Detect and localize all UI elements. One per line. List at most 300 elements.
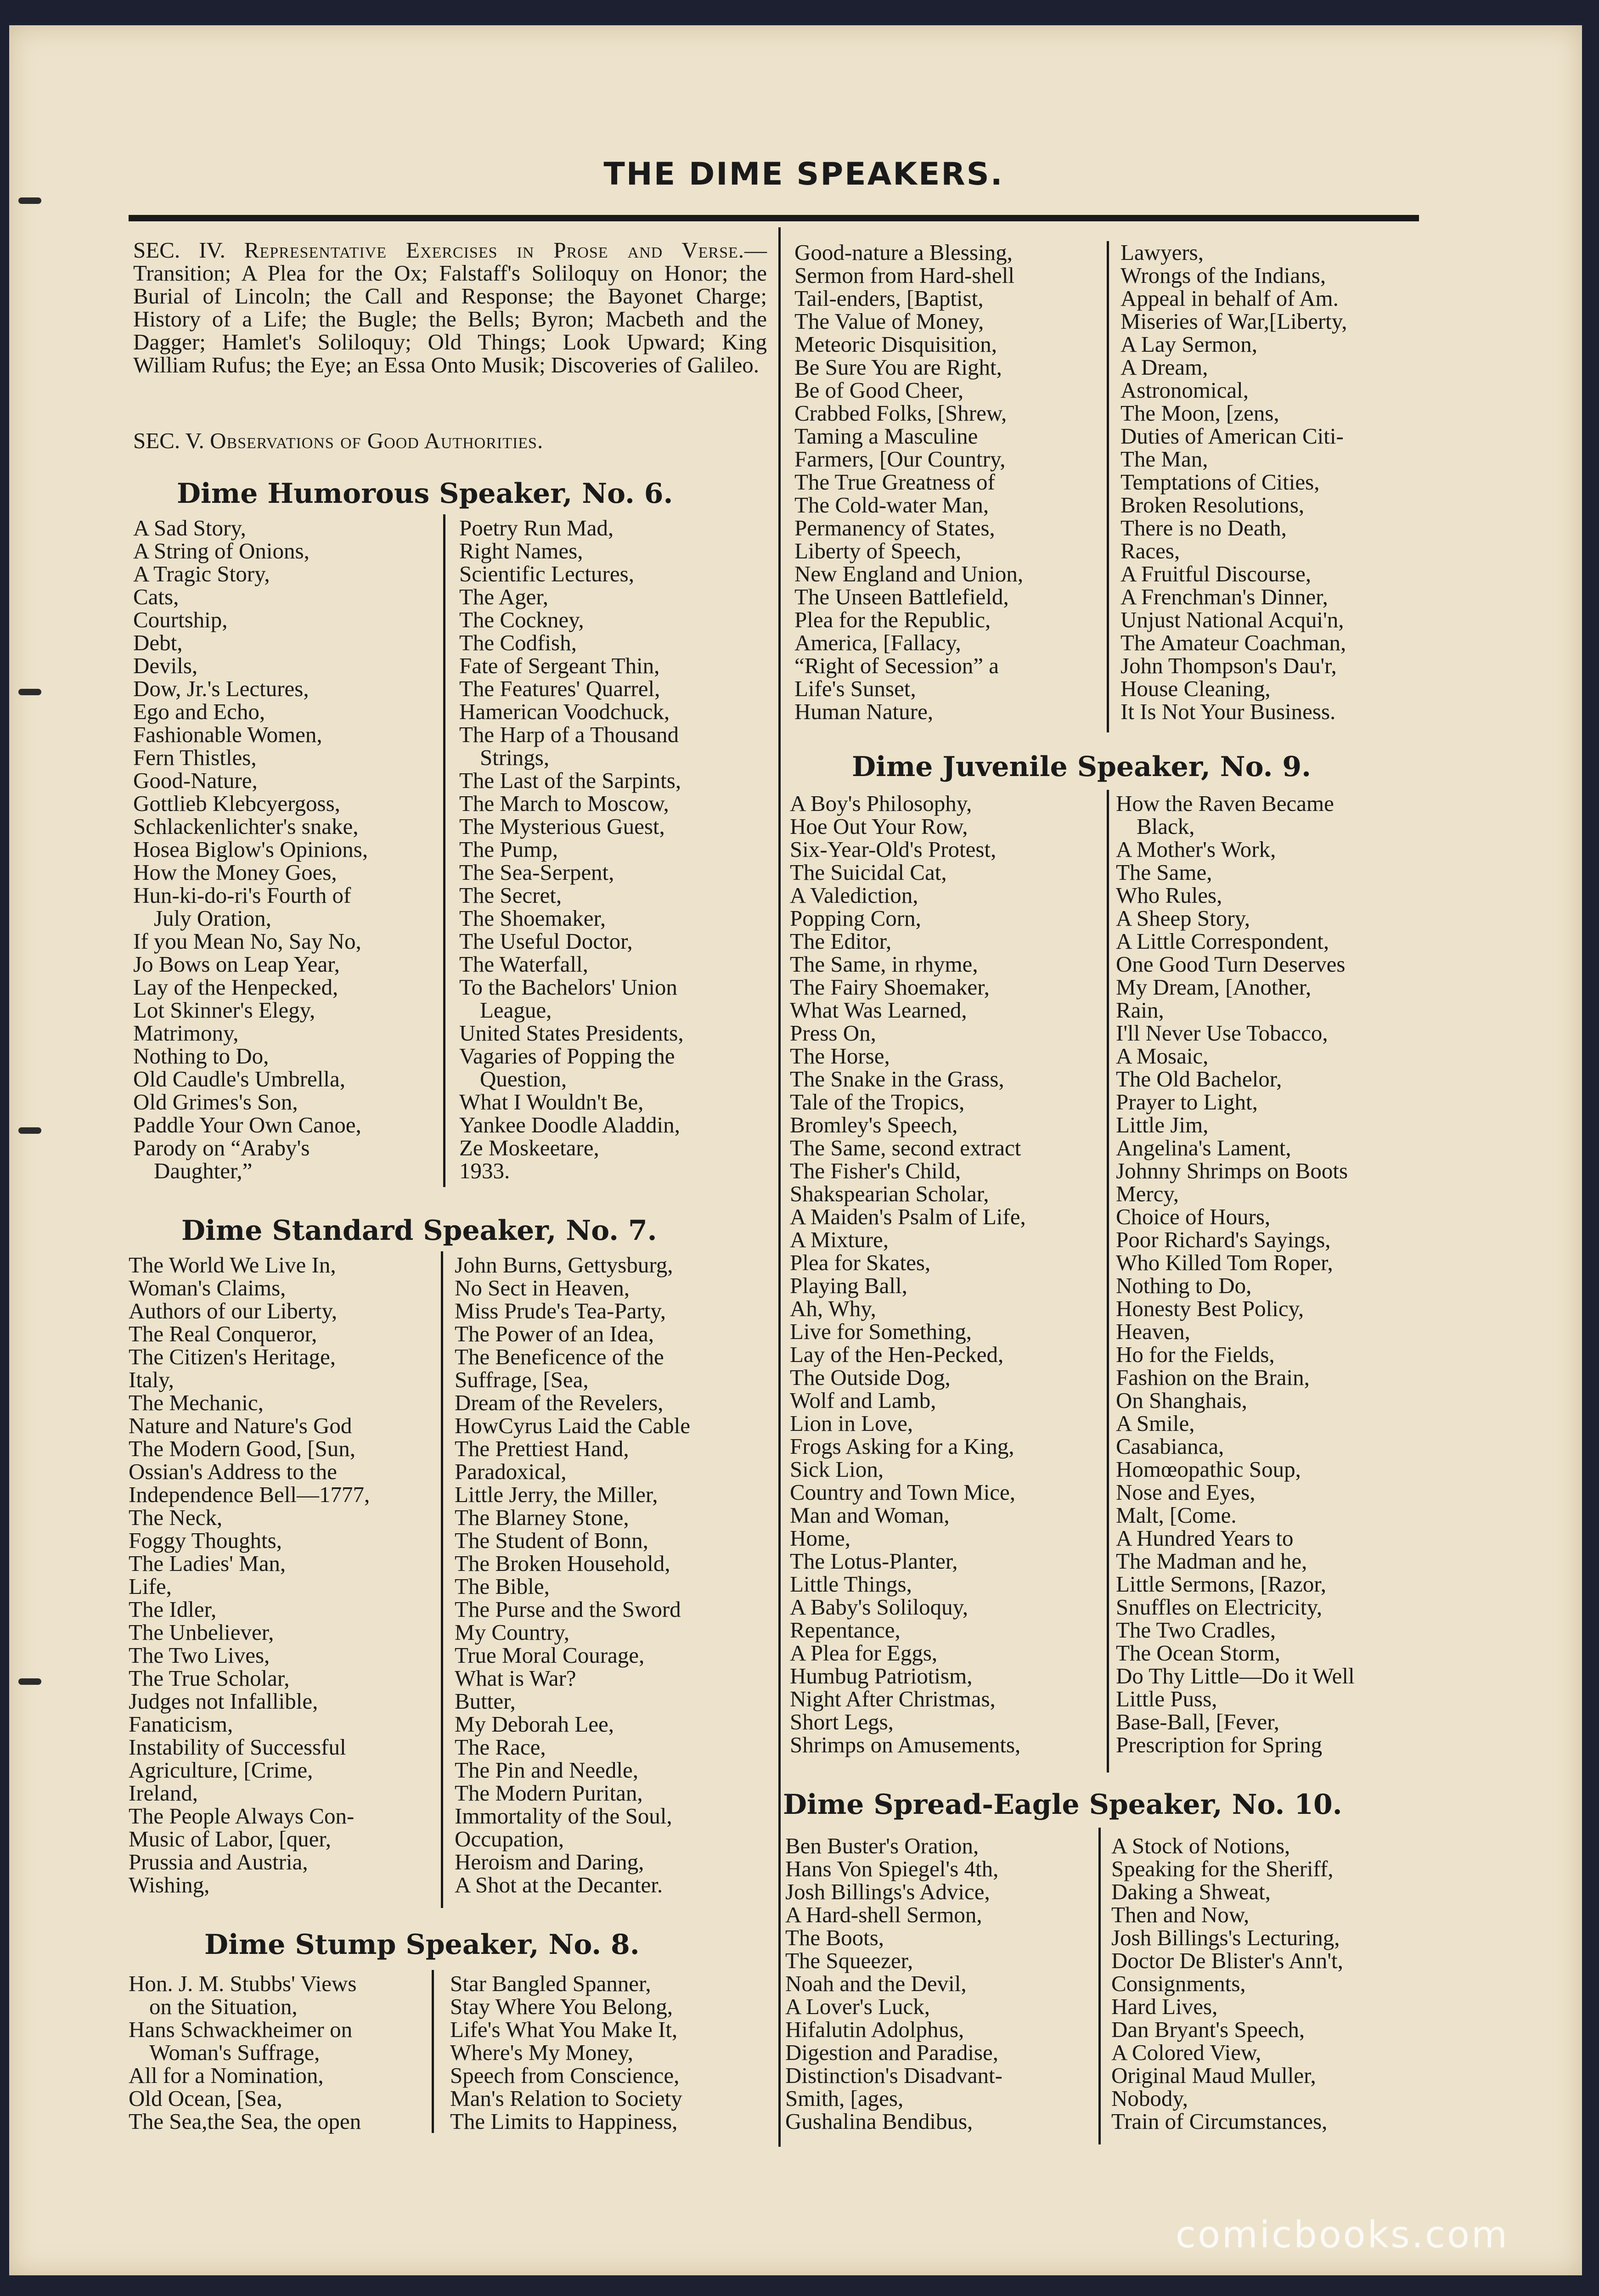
- list-item: My Country,: [455, 1620, 570, 1645]
- list-item: Authors of our Liberty,: [129, 1298, 338, 1323]
- list-item: A Dream,: [1120, 355, 1208, 380]
- list-item: The Same,: [1116, 860, 1212, 885]
- list-item: Jo Bows on Leap Year,: [133, 951, 340, 977]
- list-item: Agriculture, [Crime,: [129, 1757, 313, 1783]
- list-item: A Smile,: [1116, 1411, 1195, 1436]
- list-item: Parody on “Araby's: [133, 1135, 310, 1160]
- list-item: Lot Skinner's Elegy,: [133, 997, 315, 1023]
- list-item: Angelina's Lament,: [1116, 1135, 1291, 1160]
- list-item: Hard Lives,: [1111, 1994, 1218, 2019]
- list-item: Permanency of States,: [794, 515, 995, 540]
- list-item: Question,: [480, 1066, 567, 1092]
- list-item: The Fisher's Child,: [790, 1158, 961, 1183]
- list-item: Humbug Patriotism,: [790, 1663, 973, 1688]
- list-item: A Plea for Eggs,: [790, 1640, 938, 1666]
- column-rule: [1107, 790, 1109, 1773]
- list-item: The Purse and the Sword: [455, 1597, 681, 1622]
- heading-speaker-6: Dime Humorous Speaker, No. 6.: [177, 478, 673, 510]
- list-item: Butter,: [455, 1688, 516, 1714]
- list-item: Temptations of Cities,: [1120, 469, 1320, 495]
- sec5-label: SEC. V.: [133, 428, 204, 453]
- list-item: Old Caudle's Umbrella,: [133, 1066, 345, 1092]
- list-item: Occupation,: [455, 1826, 564, 1851]
- list-item: Independence Bell—1777,: [129, 1482, 370, 1507]
- list-item: Wolf and Lamb,: [790, 1388, 936, 1413]
- list-item: The Bible,: [455, 1574, 550, 1599]
- list-item: Unjust National Acqui'n,: [1120, 607, 1344, 632]
- sec4-label: SEC. IV.: [133, 237, 225, 263]
- list-item: Broken Resolutions,: [1120, 492, 1305, 518]
- list-item: The Same, second extract: [790, 1135, 1021, 1160]
- list-item: Duties of American Citi-: [1120, 423, 1344, 449]
- heading-speaker-10: Dime Spread-Eagle Speaker, No. 10.: [783, 1789, 1342, 1821]
- list-item: No Sect in Heaven,: [455, 1275, 630, 1300]
- list-item: Ossian's Address to the: [129, 1459, 337, 1484]
- list-item: The Modern Puritan,: [455, 1780, 643, 1806]
- list-item: The Prettiest Hand,: [455, 1436, 629, 1461]
- sec4-title: Representative Exercises in Prose and Verse.: [244, 237, 744, 263]
- list-item: on the Situation,: [149, 1994, 298, 2019]
- list-item: Miseries of War,[Liberty,: [1120, 309, 1347, 334]
- speaker7-left-list: [129, 1254, 370, 1896]
- page-title: THE DIME SPEAKERS.: [603, 156, 1004, 192]
- list-item: Tail-enders, [Baptist,: [794, 286, 984, 311]
- list-item: Devils,: [133, 653, 198, 678]
- header-rule: [129, 215, 1419, 221]
- list-item: The Ager,: [459, 584, 548, 609]
- list-item: The Secret,: [459, 883, 562, 908]
- list-item: Appeal in behalf of Am.: [1120, 286, 1339, 311]
- list-item: The Last of the Sarpints,: [459, 768, 681, 793]
- list-item: The Ocean Storm,: [1116, 1640, 1280, 1666]
- list-item: Ireland,: [129, 1780, 198, 1806]
- col3-top-list: [794, 241, 1023, 723]
- speaker6-right-list: [459, 517, 684, 1182]
- list-item: Fashion on the Brain,: [1116, 1365, 1310, 1390]
- list-item: Vagaries of Popping the: [459, 1043, 675, 1069]
- list-item: Poor Richard's Sayings,: [1116, 1227, 1331, 1252]
- list-item: Little Jim,: [1116, 1112, 1209, 1137]
- list-item: Black,: [1137, 814, 1195, 839]
- speaker9-right-list: [1116, 792, 1355, 1756]
- list-item: All for a Nomination,: [129, 2063, 324, 2088]
- list-item: Tale of the Tropics,: [790, 1089, 965, 1114]
- list-item: The Power of an Idea,: [455, 1321, 654, 1346]
- list-item: Stay Where You Belong,: [450, 1994, 673, 2019]
- list-item: Italy,: [129, 1367, 174, 1392]
- list-item: Hifalutin Adolphus,: [785, 2017, 964, 2042]
- list-item: The Idler,: [129, 1597, 217, 1622]
- list-item: Life,: [129, 1574, 172, 1599]
- list-item: Bromley's Speech,: [790, 1112, 958, 1137]
- list-item: Hans Von Spiegel's 4th,: [785, 1856, 999, 1881]
- list-item: Be of Good Cheer,: [794, 377, 964, 403]
- list-item: Woman's Suffrage,: [149, 2040, 320, 2065]
- list-item: Gushalina Bendibus,: [785, 2109, 973, 2134]
- list-item: Fate of Sergeant Thin,: [459, 653, 660, 678]
- list-item: Instability of Successful: [129, 1734, 346, 1760]
- list-item: The Squeezer,: [785, 1948, 913, 1973]
- heading-speaker-9: Dime Juvenile Speaker, No. 9.: [852, 751, 1312, 783]
- list-item: If you Mean No, Say No,: [133, 929, 361, 954]
- list-item: John Burns, Gettysburg,: [455, 1252, 673, 1277]
- list-item: Malt, [Come.: [1116, 1503, 1237, 1528]
- list-item: Matrimony,: [133, 1020, 239, 1046]
- list-item: The Blarney Stone,: [455, 1505, 629, 1530]
- list-item: Debt,: [133, 630, 183, 655]
- list-item: How the Money Goes,: [133, 860, 337, 885]
- list-item: Lay of the Henpecked,: [133, 974, 338, 1000]
- list-item: Little Puss,: [1116, 1686, 1217, 1711]
- list-item: The Unbeliever,: [129, 1620, 274, 1645]
- list-item: A Lover's Luck,: [785, 1994, 930, 2019]
- list-item: United States Presidents,: [459, 1020, 684, 1046]
- list-item: Josh Billings's Lecturing,: [1111, 1925, 1340, 1950]
- list-item: Immortality of the Soul,: [455, 1803, 672, 1829]
- sec4-body: —Transition; A Plea for the Ox; Falstaff's Soliloquy on Honor; the Burial of Lincoln; the Call and Response; the Bayonet Charge; History of a Life; the Bugle; the Bells; Byron; Macbeth and the Dagger; Hamlet's Soliloquy; Old Things; Look Upward; King William Rufus; the Eye; an Essa Onto Musik; Discoveries of Galileo.: [133, 237, 767, 377]
- list-item: What I Wouldn't Be,: [459, 1089, 644, 1114]
- column-rule: [432, 1970, 434, 2133]
- list-item: Sermon from Hard-shell: [794, 263, 1014, 288]
- list-item: Astronomical,: [1120, 377, 1249, 403]
- list-item: Consignments,: [1111, 1971, 1246, 1996]
- list-item: The Student of Bonn,: [455, 1528, 648, 1553]
- list-item: Noah and the Devil,: [785, 1971, 967, 1996]
- list-item: The Two Cradles,: [1116, 1617, 1276, 1643]
- list-item: Hoe Out Your Row,: [790, 814, 968, 839]
- list-item: Music of Labor, [quer,: [129, 1826, 332, 1851]
- list-item: Daking a Shweat,: [1111, 1879, 1271, 1904]
- column-rule: [441, 1251, 443, 1908]
- list-item: Snuffles on Electricity,: [1116, 1594, 1323, 1620]
- list-item: Smith, [ages,: [785, 2086, 904, 2111]
- list-item: A Colored View,: [1111, 2040, 1261, 2065]
- list-item: Digestion and Paradise,: [785, 2040, 999, 2065]
- list-item: The Value of Money,: [794, 309, 984, 334]
- list-item: I'll Never Use Tobacco,: [1116, 1020, 1328, 1046]
- sec5-title: Observations of Good Authorities.: [210, 428, 544, 453]
- list-item: A Hard-shell Sermon,: [785, 1902, 982, 1927]
- list-item: The Outside Dog,: [790, 1365, 951, 1390]
- speaker8-left-list: [129, 1972, 361, 2133]
- list-item: Original Maud Muller,: [1111, 2063, 1316, 2088]
- list-item: Fanaticism,: [129, 1711, 233, 1737]
- list-item: The People Always Con-: [129, 1803, 355, 1829]
- list-item: The Sea,the Sea, the open: [129, 2109, 361, 2134]
- list-item: The Pump,: [459, 837, 558, 862]
- list-item: The Snake in the Grass,: [790, 1066, 1004, 1092]
- list-item: A Maiden's Psalm of Life,: [790, 1204, 1026, 1229]
- list-item: Prescription for Spring: [1116, 1732, 1323, 1757]
- list-item: Where's My Money,: [450, 2040, 633, 2065]
- list-item: Train of Circumstances,: [1111, 2109, 1328, 2134]
- list-item: Then and Now,: [1111, 1902, 1250, 1927]
- list-item: Little Jerry, the Miller,: [455, 1482, 658, 1507]
- list-item: A Little Correspondent,: [1116, 929, 1329, 954]
- list-item: America, [Fallacy,: [794, 630, 961, 655]
- list-item: It Is Not Your Business.: [1120, 699, 1336, 724]
- list-item: Lion in Love,: [790, 1411, 913, 1436]
- list-item: Night After Christmas,: [790, 1686, 996, 1711]
- list-item: Schlackenlichter's snake,: [133, 814, 359, 839]
- list-item: The True Scholar,: [129, 1666, 290, 1691]
- list-item: Be Sure You are Right,: [794, 355, 1002, 380]
- list-item: Ho for the Fields,: [1116, 1342, 1275, 1367]
- list-item: The Suicidal Cat,: [790, 860, 947, 885]
- list-item: The Lotus-Planter,: [790, 1548, 958, 1574]
- list-item: Plea for the Republic,: [794, 607, 991, 632]
- list-item: Johnny Shrimps on Boots: [1116, 1158, 1348, 1183]
- list-item: The Broken Household,: [455, 1551, 670, 1576]
- list-item: Farmers, [Our Country,: [794, 446, 1006, 472]
- list-item: Speaking for the Sheriff,: [1111, 1856, 1334, 1881]
- list-item: Prussia and Austria,: [129, 1849, 308, 1874]
- list-item: The Boots,: [785, 1925, 884, 1950]
- column-rule: [778, 227, 781, 2147]
- list-item: Casabianca,: [1116, 1434, 1224, 1459]
- list-item: Wishing,: [129, 1872, 210, 1897]
- list-item: Judges not Infallible,: [129, 1688, 318, 1714]
- list-item: Shrimps on Amusements,: [790, 1732, 1021, 1757]
- list-item: A Fruitful Discourse,: [1120, 561, 1312, 586]
- list-item: Wrongs of the Indians,: [1120, 263, 1326, 288]
- speaker9-left-list: [790, 792, 1026, 1756]
- list-item: The Old Bachelor,: [1116, 1066, 1282, 1092]
- heading-speaker-8: Dime Stump Speaker, No. 8.: [204, 1929, 640, 1961]
- list-item: Hamerican Voodchuck,: [459, 699, 670, 724]
- list-item: Nature and Nature's God: [129, 1413, 352, 1438]
- list-item: The Sea-Serpent,: [459, 860, 614, 885]
- list-item: The Moon, [zens,: [1120, 400, 1279, 426]
- list-item: Rain,: [1116, 997, 1164, 1023]
- list-item: HowCyrus Laid the Cable: [455, 1413, 691, 1438]
- heading-speaker-7: Dime Standard Speaker, No. 7.: [181, 1215, 657, 1247]
- list-item: The Race,: [455, 1734, 546, 1760]
- list-item: The Editor,: [790, 929, 892, 954]
- list-item: Choice of Hours,: [1116, 1204, 1271, 1229]
- list-item: Live for Something,: [790, 1319, 972, 1344]
- list-item: Taming a Masculine: [794, 423, 978, 449]
- list-item: Courtship,: [133, 607, 228, 632]
- list-item: Country and Town Mice,: [790, 1480, 1016, 1505]
- column-rule: [443, 514, 445, 1187]
- list-item: A Lay Sermon,: [1120, 332, 1258, 357]
- list-item: A Valediction,: [790, 883, 918, 908]
- list-item: The World We Live In,: [129, 1252, 336, 1277]
- list-item: Base-Ball, [Fever,: [1116, 1709, 1279, 1734]
- list-item: Six-Year-Old's Protest,: [790, 837, 997, 862]
- list-item: Speech from Conscience,: [450, 2063, 680, 2088]
- speaker7-right-list: [455, 1254, 690, 1896]
- list-item: A Shot at the Decanter.: [455, 1872, 663, 1897]
- list-item: Star Bangled Spanner,: [450, 1971, 651, 1996]
- list-item: Heroism and Daring,: [455, 1849, 644, 1874]
- list-item: Homœopathic Soup,: [1116, 1457, 1301, 1482]
- list-item: What is War?: [455, 1666, 576, 1691]
- list-item: The Real Conqueror,: [129, 1321, 317, 1346]
- col4-top-list: [1120, 241, 1347, 723]
- list-item: Ego and Echo,: [133, 699, 265, 724]
- list-item: The Madman and he,: [1116, 1548, 1307, 1574]
- list-item: Playing Ball,: [790, 1273, 907, 1298]
- list-item: Poetry Run Mad,: [459, 515, 614, 540]
- list-item: A Tragic Story,: [133, 561, 270, 586]
- list-item: The Waterfall,: [459, 951, 588, 977]
- list-item: There is no Death,: [1120, 515, 1287, 540]
- list-item: Good-nature a Blessing,: [794, 240, 1013, 265]
- list-item: Fern Thistles,: [133, 745, 257, 770]
- speaker6-left-list: [133, 517, 368, 1182]
- speaker10-left-list: [785, 1835, 1002, 2133]
- list-item: Nobody,: [1111, 2086, 1188, 2111]
- list-item: John Thompson's Dau'r,: [1120, 653, 1337, 678]
- list-item: Suffrage, [Sea,: [455, 1367, 589, 1392]
- list-item: One Good Turn Deserves: [1116, 951, 1346, 977]
- list-item: The March to Moscow,: [459, 791, 669, 816]
- list-item: Paradoxical,: [455, 1459, 567, 1484]
- list-item: The Ladies' Man,: [129, 1551, 286, 1576]
- list-item: The Features' Quarrel,: [459, 676, 660, 701]
- list-item: Meteoric Disquisition,: [794, 332, 997, 357]
- list-item: Heaven,: [1116, 1319, 1190, 1344]
- list-item: The Beneficence of the: [455, 1344, 664, 1369]
- list-item: Press On,: [790, 1020, 876, 1046]
- binding-hole: [18, 1678, 41, 1685]
- list-item: The Pin and Needle,: [455, 1757, 639, 1783]
- list-item: The Cold-water Man,: [794, 492, 989, 518]
- list-item: A String of Onions,: [133, 538, 310, 563]
- list-item: Sick Lion,: [790, 1457, 884, 1482]
- list-item: The Man,: [1120, 446, 1208, 472]
- list-item: Ze Moskeetare,: [459, 1135, 599, 1160]
- list-item: Nose and Eyes,: [1116, 1480, 1256, 1505]
- list-item: July Oration,: [154, 906, 271, 931]
- list-item: Life's Sunset,: [794, 676, 916, 701]
- list-item: The Unseen Battlefield,: [794, 584, 1009, 609]
- list-item: The Neck,: [129, 1505, 223, 1530]
- list-item: Hon. J. M. Stubbs' Views: [129, 1971, 357, 1996]
- list-item: Dream of the Revelers,: [455, 1390, 664, 1415]
- list-item: Scientific Lectures,: [459, 561, 634, 586]
- list-item: Little Sermons, [Razor,: [1116, 1571, 1326, 1597]
- list-item: Hosea Biglow's Opinions,: [133, 837, 368, 862]
- list-item: Frogs Asking for a King,: [790, 1434, 1014, 1459]
- list-item: The True Greatness of: [794, 469, 995, 495]
- list-item: Man and Woman,: [790, 1503, 950, 1528]
- list-item: The Modern Good, [Sun,: [129, 1436, 356, 1461]
- list-item: The Citizen's Heritage,: [129, 1344, 336, 1369]
- list-item: Yankee Doodle Aladdin,: [459, 1112, 680, 1137]
- list-item: The Two Lives,: [129, 1643, 270, 1668]
- list-item: Home,: [790, 1525, 850, 1551]
- list-item: Ben Buster's Oration,: [785, 1833, 979, 1858]
- list-item: Lawyers,: [1120, 240, 1204, 265]
- list-item: The Amateur Coachman,: [1120, 630, 1346, 655]
- list-item: Short Legs,: [790, 1709, 894, 1734]
- list-item: A Frenchman's Dinner,: [1120, 584, 1328, 609]
- list-item: Distinction's Disadvant-: [785, 2063, 1002, 2088]
- list-item: Crabbed Folks, [Shrew,: [794, 400, 1007, 426]
- list-item: Good-Nature,: [133, 768, 258, 793]
- list-item: Liberty of Speech,: [794, 538, 962, 563]
- list-item: New England and Union,: [794, 561, 1024, 586]
- list-item: The Shoemaker,: [459, 906, 606, 931]
- watermark-text: comicbooks.com: [1176, 2213, 1509, 2256]
- list-item: On Shanghais,: [1116, 1388, 1247, 1413]
- list-item: Miss Prude's Tea-Party,: [455, 1298, 666, 1323]
- list-item: Ah, Why,: [790, 1296, 876, 1321]
- binding-hole: [18, 689, 41, 695]
- list-item: Plea for Skates,: [790, 1250, 931, 1275]
- list-item: Little Things,: [790, 1571, 912, 1597]
- list-item: Gottlieb Klebcyergoss,: [133, 791, 340, 816]
- binding-hole: [18, 1127, 41, 1134]
- list-item: 1933.: [459, 1158, 510, 1183]
- list-item: Paddle Your Own Canoe,: [133, 1112, 361, 1137]
- list-item: Who Rules,: [1116, 883, 1222, 908]
- list-item: Nothing to Do,: [133, 1043, 269, 1069]
- list-item: Popping Corn,: [790, 906, 921, 931]
- list-item: How the Raven Became: [1116, 791, 1334, 816]
- list-item: The Codfish,: [459, 630, 577, 655]
- list-item: Cats,: [133, 584, 179, 609]
- list-item: A Boy's Philosophy,: [790, 791, 972, 816]
- list-item: The Harp of a Thousand: [459, 722, 679, 747]
- list-item: My Dream, [Another,: [1116, 974, 1312, 1000]
- list-item: Dan Bryant's Speech,: [1111, 2017, 1305, 2042]
- list-item: Dow, Jr.'s Lectures,: [133, 676, 309, 701]
- list-item: Life's What You Make It,: [450, 2017, 678, 2042]
- list-item: A Mother's Work,: [1116, 837, 1276, 862]
- sec5-block: [133, 429, 767, 452]
- list-item: Strings,: [480, 745, 550, 770]
- list-item: Nothing to Do,: [1116, 1273, 1252, 1298]
- list-item: Josh Billings's Advice,: [785, 1879, 990, 1904]
- list-item: “Right of Secession” a: [794, 653, 999, 678]
- binding-hole: [18, 197, 41, 204]
- sec4-block: [133, 239, 767, 377]
- list-item: A Mosaic,: [1116, 1043, 1209, 1069]
- list-item: Shakspearian Scholar,: [790, 1181, 989, 1206]
- list-item: The Limits to Happiness,: [450, 2109, 678, 2134]
- list-item: Doctor De Blister's Ann't,: [1111, 1948, 1343, 1973]
- list-item: Woman's Claims,: [129, 1275, 286, 1300]
- list-item: The Same, in rhyme,: [790, 951, 978, 977]
- list-item: Fashionable Women,: [133, 722, 322, 747]
- list-item: Old Ocean, [Sea,: [129, 2086, 282, 2111]
- list-item: Daughter,”: [154, 1158, 253, 1183]
- list-item: Prayer to Light,: [1116, 1089, 1258, 1114]
- list-item: The Mysterious Guest,: [459, 814, 665, 839]
- list-item: Who Killed Tom Roper,: [1116, 1250, 1333, 1275]
- list-item: Foggy Thoughts,: [129, 1528, 282, 1553]
- list-item: A Stock of Notions,: [1111, 1833, 1290, 1858]
- list-item: Old Grimes's Son,: [133, 1089, 298, 1114]
- list-item: A Sad Story,: [133, 515, 246, 540]
- list-item: Hun-ki-do-ri's Fourth of: [133, 883, 351, 908]
- list-item: True Moral Courage,: [455, 1643, 645, 1668]
- list-item: Honesty Best Policy,: [1116, 1296, 1304, 1321]
- list-item: What Was Learned,: [790, 997, 967, 1023]
- list-item: The Fairy Shoemaker,: [790, 974, 990, 1000]
- list-item: Do Thy Little—Do it Well: [1116, 1663, 1355, 1688]
- list-item: To the Bachelors' Union: [459, 974, 677, 1000]
- list-item: Mercy,: [1116, 1181, 1179, 1206]
- list-item: Man's Relation to Society: [450, 2086, 682, 2111]
- list-item: The Cockney,: [459, 607, 584, 632]
- list-item: Right Names,: [459, 538, 583, 563]
- list-item: Human Nature,: [794, 699, 934, 724]
